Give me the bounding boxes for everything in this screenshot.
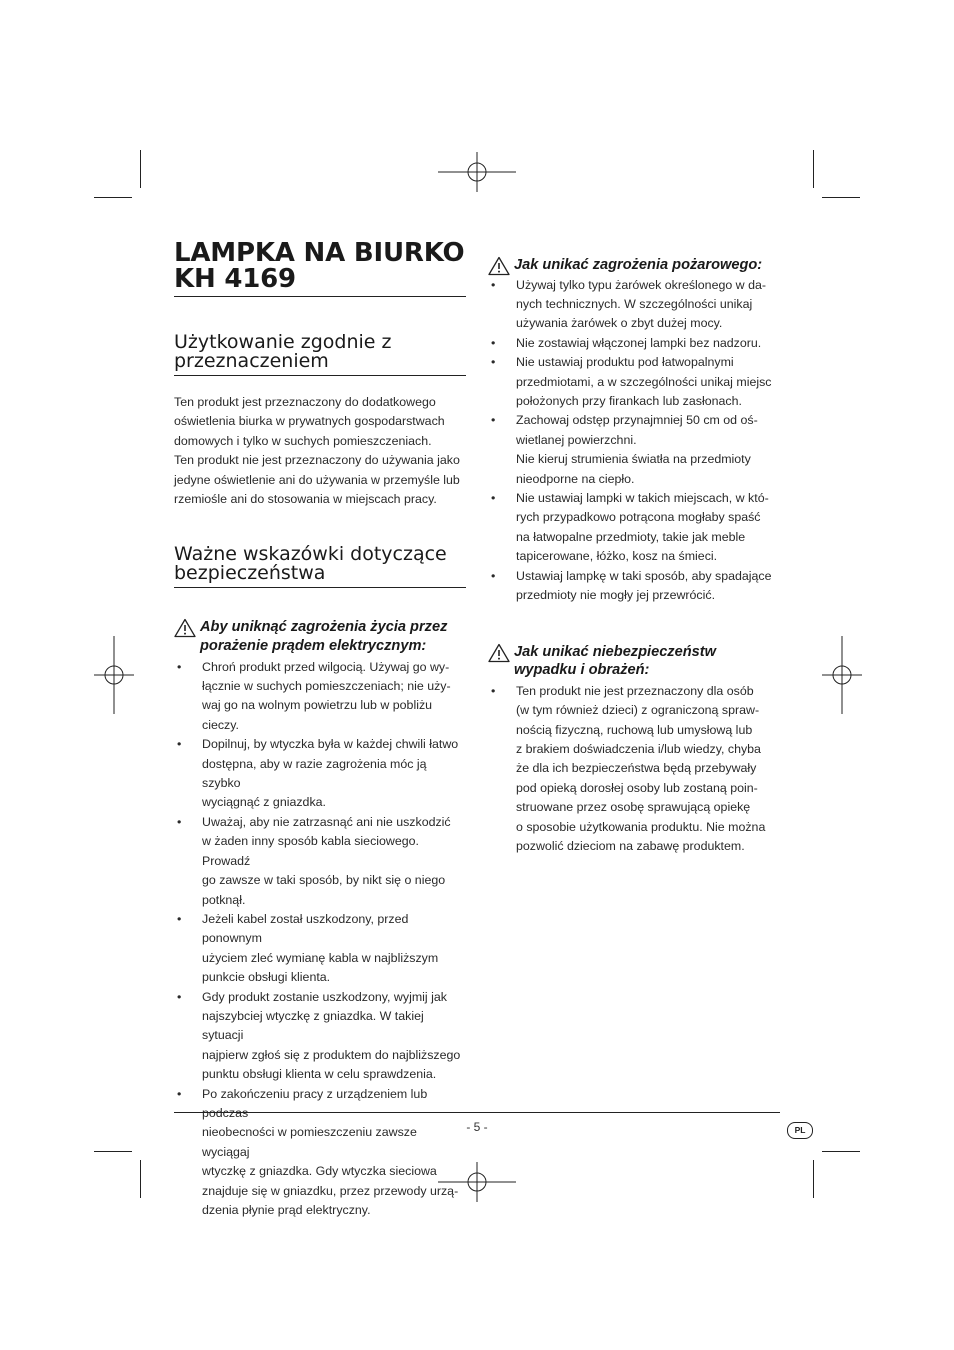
text-line: o sposobie użytkowania produktu. Nie można xyxy=(516,819,766,834)
text-line: • Gdy produkt zostanie uszkodzony, wyjmij jak xyxy=(202,989,447,1004)
text-line: wyciągnąć z gniazdka. xyxy=(202,795,326,810)
registration-mark-icon xyxy=(822,636,862,714)
page-title xyxy=(174,240,466,292)
section-rule xyxy=(174,375,466,376)
text-line: wietlanej powierzchni. xyxy=(516,432,637,447)
text-line: cieczy. xyxy=(202,717,239,732)
text-line: • Ten produkt nie jest przeznaczony dla osób xyxy=(516,683,754,698)
text-line: Nie kieruj strumienia światła na przedmioty xyxy=(516,452,751,467)
right-column xyxy=(488,256,780,856)
text-line: Ten produkt nie jest przeznaczony do używania jako xyxy=(174,453,460,468)
list-item xyxy=(488,353,780,411)
crop-mark xyxy=(813,150,814,188)
crop-mark xyxy=(94,1151,132,1152)
text-line: nych technicznych. W szczególności unikaj xyxy=(516,297,753,311)
section-title-safety xyxy=(174,545,466,583)
list-item xyxy=(488,276,780,334)
crop-mark xyxy=(813,1160,814,1198)
text-line: rzemiośle ani do stosowania w miejscach pracy. xyxy=(174,492,437,507)
text-line: • Nie ustawiaj produktu pod łatwopalnymi xyxy=(516,355,734,370)
text-line: potknął. xyxy=(202,892,246,907)
warning-fire-list xyxy=(488,276,780,606)
registration-mark-icon xyxy=(438,152,516,192)
text-line: przedmiotami, a w szczególności unikaj miejsc xyxy=(516,374,772,389)
heading-line: porażenie prądem elektrycznym: xyxy=(200,638,427,655)
list-item xyxy=(488,411,780,489)
text-line: że dla ich bezpieczeństwa będą przebywały xyxy=(516,761,757,776)
text-line: • Jeżeli kabel został uszkodzony, przed ponownym xyxy=(202,911,409,946)
heading-line: Aby uniknąć zagrożenia życia przez xyxy=(200,619,448,636)
text-line: pod opieką dorosłej osoby lub zostaną poin- xyxy=(516,780,758,795)
text-line: najszybciej wtyczkę z gniazdka. W takiej sytuacji xyxy=(202,1008,424,1043)
text-line: punktu obsługi klienta w celu sprawdzenia. xyxy=(202,1067,437,1082)
text-line: z brakiem doświadczenia i/lub wiedzy, chyba xyxy=(516,741,761,756)
text-line: położonych przy firankach lub zasłonach. xyxy=(516,394,742,409)
text-line: używania żarówek o zbyt dużej mocy. xyxy=(516,316,723,331)
section-title-line: Ważne wskazówki dotyczące xyxy=(174,543,447,566)
heading-line: wypadku i obrażeń: xyxy=(514,662,650,679)
list-item xyxy=(174,910,466,988)
text-line: • Uważaj, aby nie zatrzasnąć ani nie uszkodzić xyxy=(202,814,451,829)
list-item xyxy=(488,489,780,567)
text-line: tapicerowane, łóżko, kosz na śmieci. xyxy=(516,549,718,564)
text-line: pozwolić dzieciom na zabawę produktem. xyxy=(516,838,745,853)
crop-mark xyxy=(140,150,141,188)
text-line: • Nie ustawiaj lampki w takich miejscach, w któ- xyxy=(516,491,769,506)
text-line: (w tym również dzieci) z ograniczoną spraw- xyxy=(516,703,760,718)
text-line: • Używaj tylko typu żarówek określonego w da- xyxy=(516,277,766,292)
text-line: • Nie zostawiaj włączonej lampki bez nadzoru. xyxy=(516,335,762,350)
warning-triangle-icon xyxy=(488,256,510,276)
crop-mark xyxy=(822,1151,860,1152)
text-line: • Chroń produkt przed wilgocią. Używaj go wy- xyxy=(202,659,450,674)
text-line: znajduje się w gniazdku, przez przewody urzą- xyxy=(202,1183,459,1198)
section-title-line: przeznaczeniem xyxy=(174,350,329,372)
list-item xyxy=(488,334,780,353)
text-line: waj go na wolnym powietrzu lub w pobliżu xyxy=(202,698,433,713)
warning-triangle-icon xyxy=(174,618,196,638)
warning-injury-list xyxy=(488,682,780,857)
text-line: punkcie obsługi klienta. xyxy=(202,970,331,985)
page-number: - 5 - xyxy=(466,1120,488,1134)
crop-mark xyxy=(140,1160,141,1198)
text-line: • Dopilnuj, by wtyczka była w każdej chwili łatwo xyxy=(202,737,459,752)
section-rule xyxy=(174,587,466,588)
text-line: wtyczkę z gniazdka. Gdy wtyczka sieciowa xyxy=(202,1164,437,1179)
list-item xyxy=(488,567,780,606)
text-line: przedmioty nie mogły jej przewrócić. xyxy=(516,588,716,603)
left-column xyxy=(174,240,466,1220)
text-line: na łatwopalne przedmioty, takie jak meble xyxy=(516,529,746,544)
heading-line: Jak unikać niebezpieczeństw xyxy=(514,643,716,660)
registration-mark-icon xyxy=(94,636,134,714)
text-line: go zawsze w taki sposób, by nikt się o niego xyxy=(202,873,446,888)
warning-fire-heading xyxy=(488,256,780,275)
text-line: łącznie w suchych pomieszczeniach; nie uży- xyxy=(202,679,451,694)
list-item xyxy=(174,988,466,1085)
text-line: nieobecności w pomieszczeniu zawsze wyciągaj xyxy=(202,1125,417,1159)
list-item xyxy=(174,658,466,736)
warning-injury-heading xyxy=(488,643,780,680)
text-line: w żaden inny sposób kabla sieciowego. Prowadź xyxy=(202,834,419,868)
text-line: nością fizyczną, ruchową lub umysłową lub xyxy=(516,722,753,737)
text-line: dostępna, aby w razie zagrożenia móc ją szybko xyxy=(202,756,427,791)
text-line: użyciem zleć wymianę kabla w najbliższym xyxy=(202,950,439,965)
warning-electric-list xyxy=(174,658,466,1221)
text-line: Ten produkt jest przeznaczony do dodatkowego xyxy=(174,395,436,409)
title-rule xyxy=(174,296,466,297)
list-item xyxy=(174,735,466,813)
text-line: oświetlenia biurka w prywatnych gospodarstwach xyxy=(174,414,445,429)
warning-electric-heading xyxy=(174,618,466,655)
section-title-line: bezpieczeństwa xyxy=(174,562,326,585)
section-title-intended-use xyxy=(174,333,466,371)
title-line: KH 4169 xyxy=(174,264,296,294)
text-line: struowane przez osobę sprawującą opiekę xyxy=(516,800,751,815)
text-line: • Ustawiaj lampkę w taki sposób, aby spadające xyxy=(516,568,772,583)
text-line: • Po zakończeniu pracy z urządzeniem lub podczas xyxy=(202,1086,428,1120)
text-line: najpierw zgłoś się z produktem do najbliższego xyxy=(202,1047,461,1062)
text-line: domowych i tylko w suchych pomieszczeniach. xyxy=(174,433,432,448)
text-line: rych przypadkowo potrącona mogłaby spaść xyxy=(516,510,761,525)
text-line: nieodporne na ciepło. xyxy=(516,471,635,486)
crop-mark xyxy=(94,197,132,198)
text-line: dzenia płynie prąd elektryczny. xyxy=(202,1203,371,1217)
language-badge: PL xyxy=(787,1122,813,1139)
warning-triangle-icon xyxy=(488,643,510,663)
text-line: • Zachowaj odstęp przynajmniej 50 cm od oś- xyxy=(516,413,758,428)
heading-line: Jak unikać zagrożenia pożarowego: xyxy=(514,257,763,273)
crop-mark xyxy=(822,197,860,198)
footer-rule xyxy=(174,1112,780,1113)
section-title-line: Użytkowanie zgodnie z xyxy=(174,331,392,353)
list-item xyxy=(174,813,466,910)
title-line: LAMPKA NA BIURKO xyxy=(174,238,465,268)
list-item xyxy=(488,682,780,857)
list-item xyxy=(174,1085,466,1221)
text-line: jedyne oświetlenie ani do używania w przemyśle lub xyxy=(174,472,460,487)
intended-use-paragraph xyxy=(174,393,466,509)
